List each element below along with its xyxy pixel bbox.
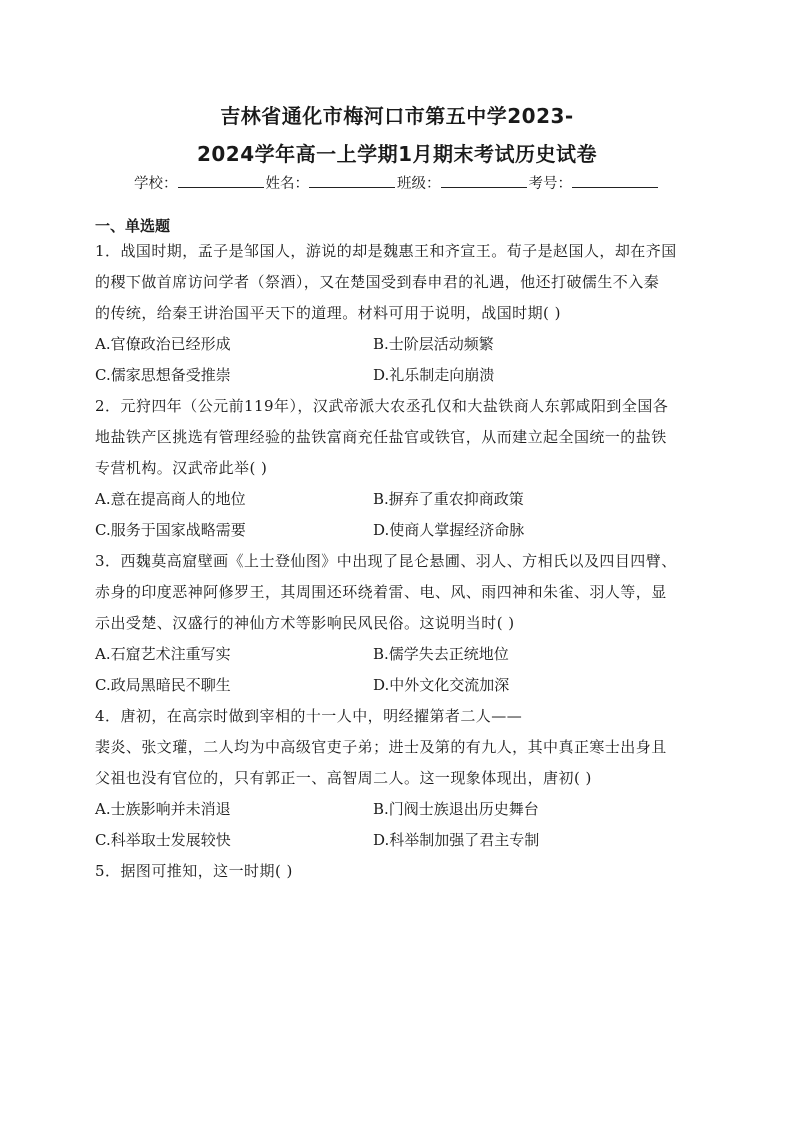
question-5 [95,856,699,887]
exam-title-line-1: 吉林省通化市梅河口市第五中学2023- [220,104,574,128]
option-c[interactable]: C.科举取士发展较快 [95,831,231,849]
option-a[interactable]: A.意在提高商人的地位 [95,490,246,508]
school-label: 学校： [134,176,178,192]
class-field [397,172,529,193]
question-stem-line: 父祖也没有官位的，只有郭正一、高智周二人。这一现象体现出，唐初( ) [95,769,592,787]
option-c[interactable]: C.服务于国家战略需要 [95,521,246,539]
option-a[interactable]: A.官僚政治已经形成 [95,335,231,353]
question-list [95,236,699,887]
student-info-row [0,172,794,193]
question-4 [95,701,699,856]
option-b[interactable]: B.门阀士族退出历史舞台 [373,800,539,818]
question-stem-line: 3．西魏莫高窟壁画《上士登仙图》中出现了昆仑悬圃、羽人、方相氏以及四目四臂、 [95,552,677,570]
question-stem-line: 的稷下做首席访问学者（祭酒），又在楚国受到春申君的礼遇，他还打破儒生不入秦 [95,273,660,291]
exam-number-field [529,172,661,193]
question-stem-line: 的传统，给秦王讲治国平天下的道理。材料可用于说明，战国时期( ) [95,304,561,322]
question-stem-line: 1．战国时期，孟子是邹国人，游说的却是魏惠王和齐宣王。荀子是赵国人，却在齐国 [95,242,677,260]
option-c[interactable]: C.儒家思想备受推崇 [95,366,231,384]
exam-title-line-2: 2024学年高一上学期1月期末考试历史试卷 [196,142,598,166]
option-a[interactable]: A.士族影响并未消退 [95,800,231,818]
question-options [95,329,699,391]
question-1 [95,236,699,391]
option-d[interactable]: D.礼乐制走向崩溃 [373,366,495,384]
option-c[interactable]: C.政局黑暗民不聊生 [95,676,231,694]
name-blank[interactable] [309,173,395,188]
question-stem-line: 裴炎、张文瓘，二人均为中高级官吏子弟；进士及第的有九人，其中真正寒士出身且 [95,738,667,756]
option-b[interactable]: B.摒弃了重农抑商政策 [373,490,524,508]
class-blank[interactable] [441,173,527,188]
exam-number-blank[interactable] [572,173,658,188]
option-d[interactable]: D.中外文化交流加深 [373,676,510,694]
question-stem-line: 4．唐初，在高宗时做到宰相的十一人中，明经擢第者二人—— [95,707,523,725]
question-2 [95,391,699,546]
option-a[interactable]: A.石窟艺术注重写实 [95,645,231,663]
option-b[interactable]: B.士阶层活动频繁 [373,335,494,353]
name-label: 姓名： [265,176,309,192]
section-heading: 一、单选题 [95,217,171,235]
option-d[interactable]: D.科举制加强了君主专制 [373,831,540,849]
question-stem-line: 5．据图可推知，这一时期( ) [95,862,293,880]
question-stem-line: 赤身的印度恶神阿修罗王，其周围还环绕着雷、电、风、雨四神和朱雀、羽人等，显 [95,583,667,601]
name-field [266,172,398,193]
question-stem-line: 地盐铁产区挑选有管理经验的盐铁富商充任盐官或铁官，从而建立起全国统一的盐铁 [95,428,667,446]
school-blank[interactable] [178,173,264,188]
option-b[interactable]: B.儒学失去正统地位 [373,645,509,663]
question-stem-line: 示出受楚、汉盛行的神仙方术等影响民风民俗。这说明当时( ) [95,614,515,632]
school-field [134,172,266,193]
question-options [95,794,699,856]
question-options [95,484,699,546]
class-label: 班级： [397,176,441,192]
option-d[interactable]: D.使商人掌握经济命脉 [373,521,525,539]
exam-number-label: 考号： [528,176,572,192]
question-options [95,639,699,701]
question-stem-line: 专营机构。汉武帝此举( ) [95,459,268,477]
question-3 [95,546,699,701]
question-stem-line: 2．元狩四年（公元前119年），汉武帝派大农丞孔仅和大盐铁商人东郭咸阳到全国各 [95,397,669,415]
